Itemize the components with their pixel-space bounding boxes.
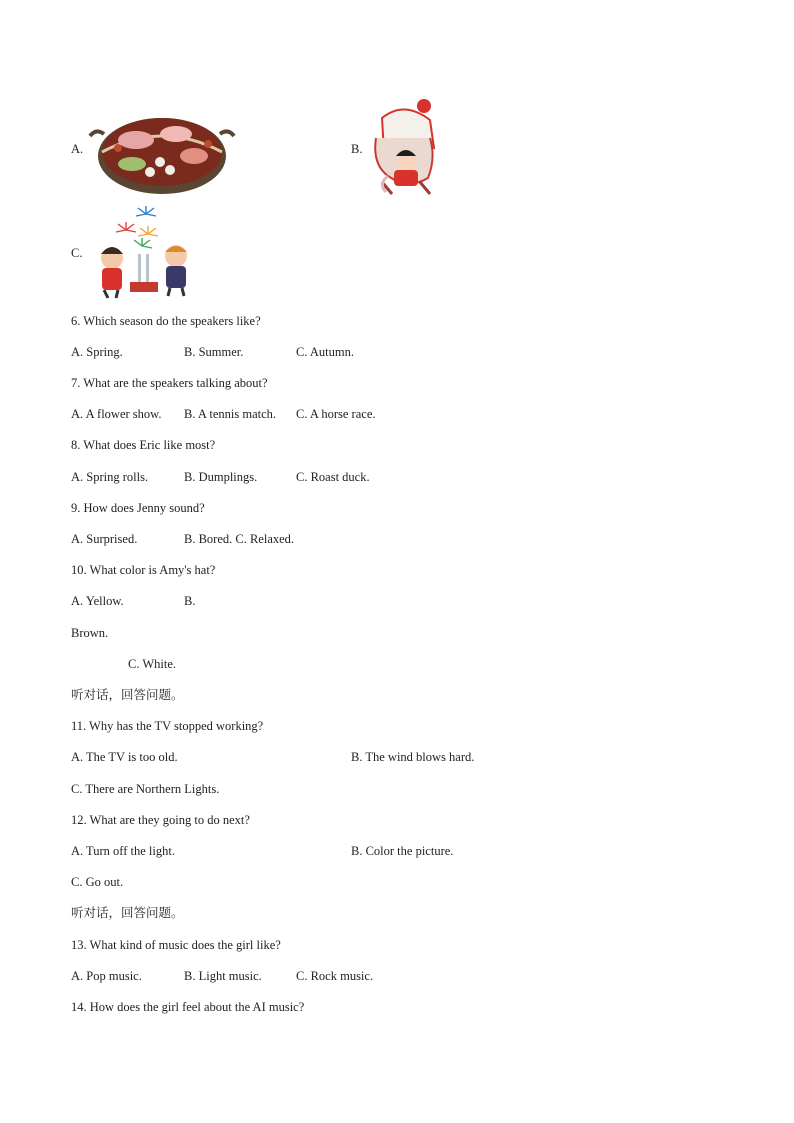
option-b-label: B. [351,142,363,156]
question-12-option-a: A. Turn off the light. [71,844,175,858]
question-10-option-b-text: Brown. [71,626,109,640]
question-6-option-a: A. Spring. [71,345,123,359]
question-10: 10. What color is Amy's hat? [71,563,216,577]
question-10-option-c: C. White. [128,657,177,671]
spring-festival-image [96,204,192,300]
question-6-option-b: B. Summer. [184,345,244,359]
hotpot-image [88,100,236,196]
question-14: 14. How does the girl feel about the AI music? [71,1000,305,1014]
question-10-option-a: A. Yellow. [71,594,124,608]
question-9-option-a: A. Surprised. [71,532,138,546]
question-11: 11. Why has the TV stopped working? [71,719,264,733]
question-7-option-a: A. A flower show. [71,407,162,421]
question-13: 13. What kind of music does the girl like? [71,938,281,952]
question-12-option-c: C. Go out. [71,875,124,889]
question-13-option-a: A. Pop music. [71,969,142,983]
question-7-option-c: C. A horse race. [296,407,376,421]
question-6: 6. Which season do the speakers like? [71,314,261,328]
question-8-option-a: A. Spring rolls. [71,470,149,484]
question-12-option-b: B. Color the picture. [351,844,454,858]
lion-dance-image [368,98,442,196]
question-8-option-c: C. Roast duck. [296,470,370,484]
option-c-label: C. [71,246,83,260]
question-9-option-b-c: B. Bored. C. Relaxed. [184,532,295,546]
option-a-label: A. [71,142,84,156]
question-13-option-c: C. Rock music. [296,969,374,983]
question-7-option-b: B. A tennis match. [184,407,277,421]
question-9: 9. How does Jenny sound? [71,501,205,515]
question-13-option-b: B. Light music. [184,969,262,983]
question-7: 7. What are the speakers talking about? [71,376,268,390]
question-8: 8. What does Eric like most? [71,438,216,452]
question-8-option-b: B. Dumplings. [184,470,258,484]
question-10-option-b: B. [184,594,196,608]
question-11-option-c: C. There are Northern Lights. [71,782,220,796]
question-11-option-a: A. The TV is too old. [71,750,178,764]
question-11-option-b: B. The wind blows hard. [351,750,475,764]
section-heading-2: 听对话，回答问题。 [71,905,184,920]
question-6-option-c: C. Autumn. [296,345,354,359]
question-12: 12. What are they going to do next? [71,813,250,827]
section-heading: 听对话，回答问题。 [71,687,184,702]
